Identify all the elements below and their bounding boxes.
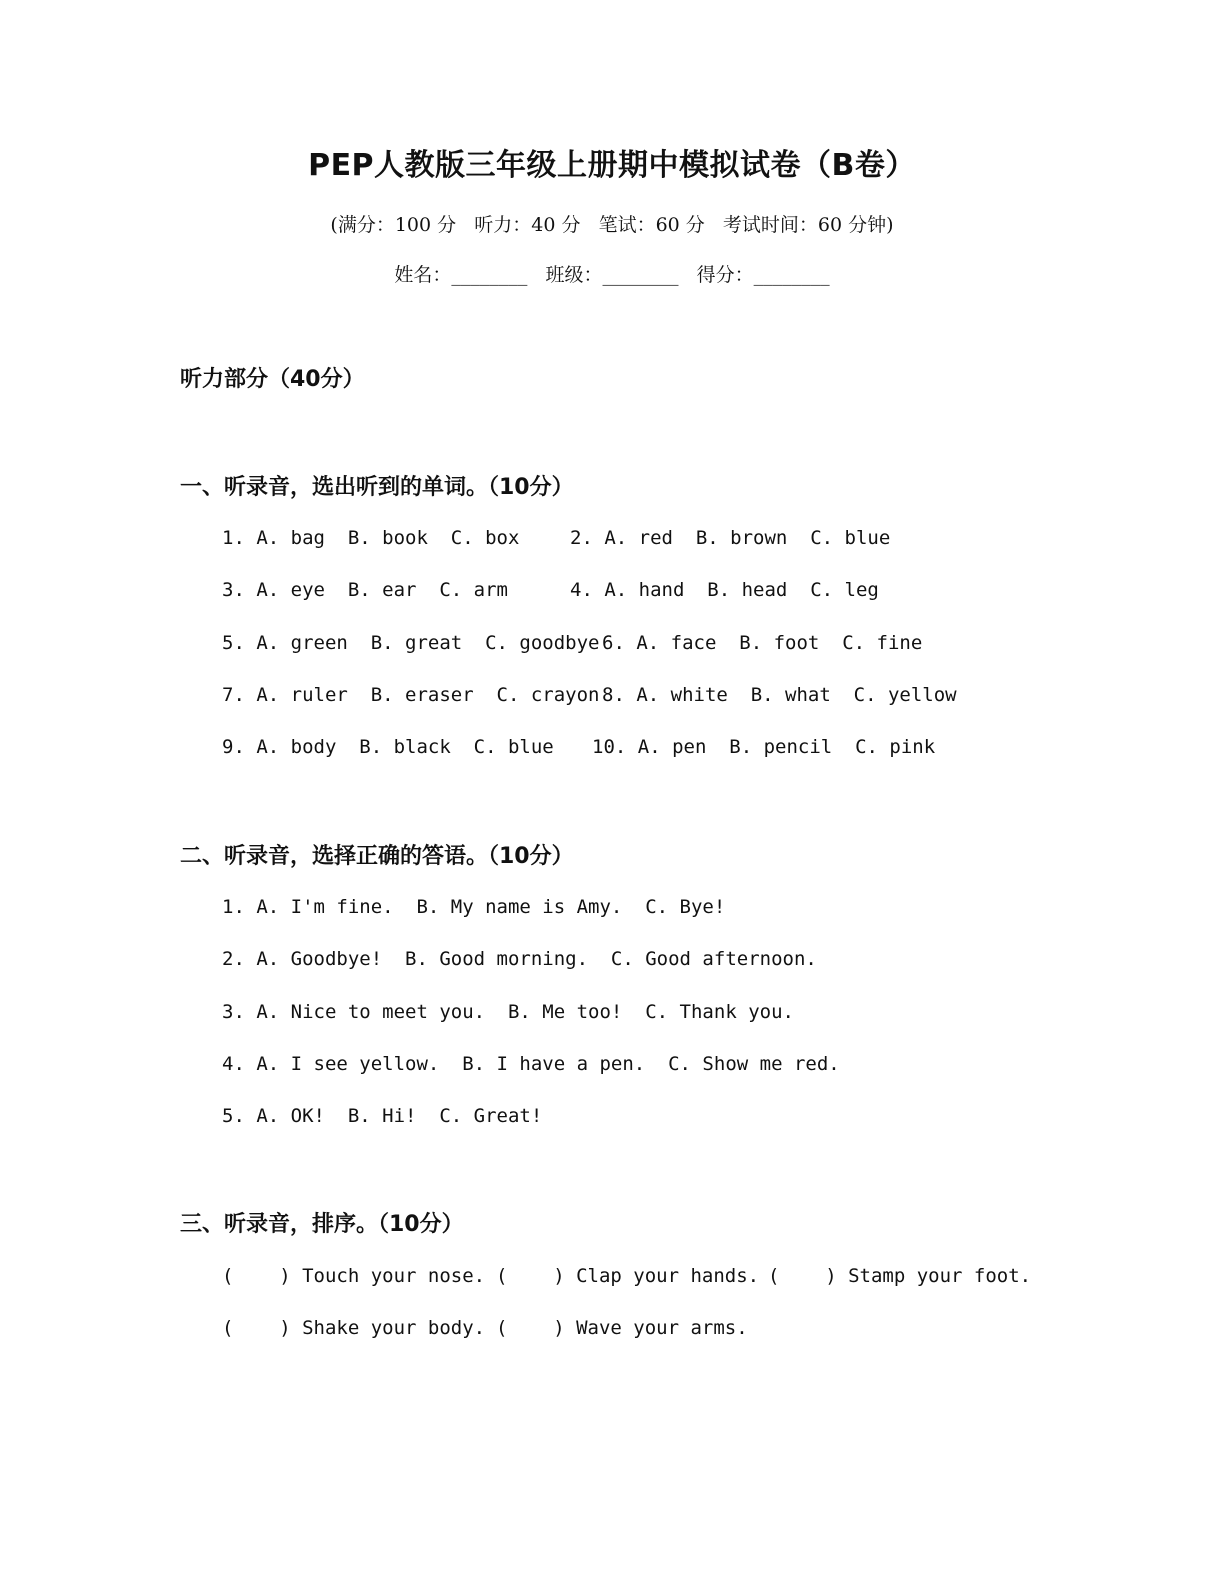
page-title: PEP人教版三年级上册期中模拟试卷（B卷） bbox=[308, 148, 916, 183]
section1-item-7: 7. A. ruler B. eraser C. crayon bbox=[222, 684, 600, 706]
student-info-line: 姓名：________ 班级：________ 得分：________ bbox=[394, 264, 830, 286]
section1-item-8: 8. A. white B. what C. yellow bbox=[602, 684, 957, 706]
section3-item-5: ( ) Wave your arms. bbox=[496, 1317, 748, 1339]
section3-heading: 三、听录音，排序。（10分） bbox=[180, 1212, 464, 1237]
score-info: (满分：100 分 听力：40 分 笔试：60 分 考试时间：60 分钟) bbox=[330, 214, 894, 236]
section1-item-9: 9. A. body B. black C. blue bbox=[222, 736, 554, 758]
section3-item-1: ( ) Touch your nose. bbox=[222, 1265, 486, 1287]
section1-item-3: 3. A. eye B. ear C. arm bbox=[222, 579, 508, 601]
section2-item-1: 1. A. I'm fine. B. My name is Amy. C. Bye! bbox=[222, 896, 726, 918]
section1-item-5: 5. A. green B. great C. goodbye bbox=[222, 632, 600, 654]
section2-item-3: 3. A. Nice to meet you. B. Me too! C. Thank you. bbox=[222, 1001, 794, 1023]
section3-item-4: ( ) Shake your body. bbox=[222, 1317, 486, 1339]
listening-part-heading: 听力部分（40分） bbox=[180, 367, 365, 392]
section1-item-6: 6. A. face B. foot C. fine bbox=[602, 632, 923, 654]
section2-item-5: 5. A. OK! B. Hi! C. Great! bbox=[222, 1105, 543, 1127]
section3-item-2: ( ) Clap your hands. bbox=[496, 1265, 760, 1287]
section1-item-1: 1. A. bag B. book C. box bbox=[222, 527, 520, 549]
section1-item-4: 4. A. hand B. head C. leg bbox=[570, 579, 879, 601]
section1-item-2: 2. A. red B. brown C. blue bbox=[570, 527, 891, 549]
section2-heading: 二、听录音，选择正确的答语。（10分） bbox=[180, 844, 574, 869]
section1-item-10: 10. A. pen B. pencil C. pink bbox=[592, 736, 936, 758]
section2-item-2: 2. A. Goodbye! B. Good morning. C. Good afternoon. bbox=[222, 948, 817, 970]
section2-item-4: 4. A. I see yellow. B. I have a pen. C. Show me red. bbox=[222, 1053, 840, 1075]
section1-heading: 一、听录音，选出听到的单词。（10分） bbox=[180, 475, 574, 500]
section3-item-3: ( ) Stamp your foot. bbox=[768, 1265, 1032, 1287]
